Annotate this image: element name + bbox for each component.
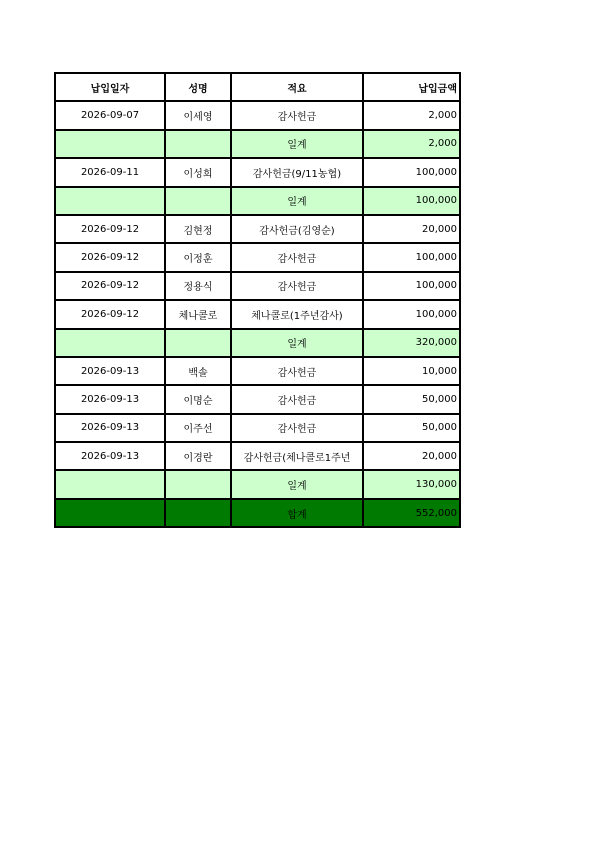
- header-description: 적요: [231, 73, 363, 101]
- cell-date: [55, 499, 165, 527]
- cell-amount: 20,000: [363, 215, 460, 243]
- cell-description: 일계: [231, 329, 363, 357]
- cell-description: 감사헌금: [231, 243, 363, 271]
- cell-amount: 50,000: [363, 385, 460, 413]
- cell-amount: 100,000: [363, 243, 460, 271]
- table-body: [55, 101, 460, 527]
- cell-description: 감사헌금(김영순): [231, 215, 363, 243]
- cell-name: 이세영: [165, 101, 231, 129]
- table-row: [55, 158, 460, 186]
- cell-date: 2026-09-11: [55, 158, 165, 186]
- cell-description: 감사헌금: [231, 357, 363, 385]
- cell-date: [55, 187, 165, 215]
- header-date: 납입일자: [55, 73, 165, 101]
- table-row: [55, 243, 460, 271]
- table-row: [55, 385, 460, 413]
- cell-amount: 100,000: [363, 187, 460, 215]
- cell-description: 감사헌금: [231, 385, 363, 413]
- cell-name: 김현정: [165, 215, 231, 243]
- cell-name: [165, 329, 231, 357]
- cell-description: 체나콜로(1주년감사): [231, 300, 363, 328]
- header-row: [55, 73, 460, 101]
- header-name: 성명: [165, 73, 231, 101]
- cell-name: 이명순: [165, 385, 231, 413]
- cell-amount: 10,000: [363, 357, 460, 385]
- cell-amount: 100,000: [363, 272, 460, 300]
- cell-description: 감사헌금: [231, 272, 363, 300]
- table-row: [55, 215, 460, 243]
- cell-date: 2026-09-13: [55, 414, 165, 442]
- cell-name: [165, 499, 231, 527]
- cell-amount: 320,000: [363, 329, 460, 357]
- cell-date: [55, 130, 165, 158]
- subtotal-row: [55, 329, 460, 357]
- cell-description: 감사헌금: [231, 414, 363, 442]
- table-row: [55, 300, 460, 328]
- cell-date: 2026-09-13: [55, 357, 165, 385]
- cell-amount: 2,000: [363, 130, 460, 158]
- cell-name: [165, 130, 231, 158]
- cell-name: 백솔: [165, 357, 231, 385]
- cell-date: 2026-09-12: [55, 300, 165, 328]
- cell-amount: 552,000: [363, 499, 460, 527]
- cell-amount: 20,000: [363, 442, 460, 470]
- cell-description: 감사헌금: [231, 101, 363, 129]
- table-row: [55, 357, 460, 385]
- header-amount: 납입금액: [363, 73, 460, 101]
- cell-date: 2026-09-12: [55, 243, 165, 271]
- cell-amount: 100,000: [363, 300, 460, 328]
- cell-date: 2026-09-12: [55, 272, 165, 300]
- table-row: [55, 272, 460, 300]
- cell-date: [55, 329, 165, 357]
- cell-date: 2026-09-13: [55, 385, 165, 413]
- total-row: [55, 499, 460, 527]
- cell-description: 합계: [231, 499, 363, 527]
- subtotal-row: [55, 130, 460, 158]
- cell-date: 2026-09-07: [55, 101, 165, 129]
- cell-description: 감사헌금(체나콜로1주년: [231, 442, 363, 470]
- cell-name: 정용식: [165, 272, 231, 300]
- cell-date: 2026-09-12: [55, 215, 165, 243]
- cell-name: [165, 470, 231, 498]
- cell-description: 일계: [231, 130, 363, 158]
- cell-name: 이정훈: [165, 243, 231, 271]
- cell-date: [55, 470, 165, 498]
- table-row: [55, 414, 460, 442]
- offering-table: [54, 72, 461, 528]
- cell-name: [165, 187, 231, 215]
- cell-name: 이경란: [165, 442, 231, 470]
- cell-amount: 2,000: [363, 101, 460, 129]
- cell-description: 일계: [231, 470, 363, 498]
- table-row: [55, 442, 460, 470]
- cell-amount: 130,000: [363, 470, 460, 498]
- table-row: [55, 101, 460, 129]
- subtotal-row: [55, 470, 460, 498]
- cell-amount: 100,000: [363, 158, 460, 186]
- cell-description: 감사헌금(9/11농협): [231, 158, 363, 186]
- cell-name: 이성희: [165, 158, 231, 186]
- cell-description: 일계: [231, 187, 363, 215]
- cell-name: 체나콜로: [165, 300, 231, 328]
- cell-amount: 50,000: [363, 414, 460, 442]
- cell-date: 2026-09-13: [55, 442, 165, 470]
- subtotal-row: [55, 187, 460, 215]
- cell-name: 이주선: [165, 414, 231, 442]
